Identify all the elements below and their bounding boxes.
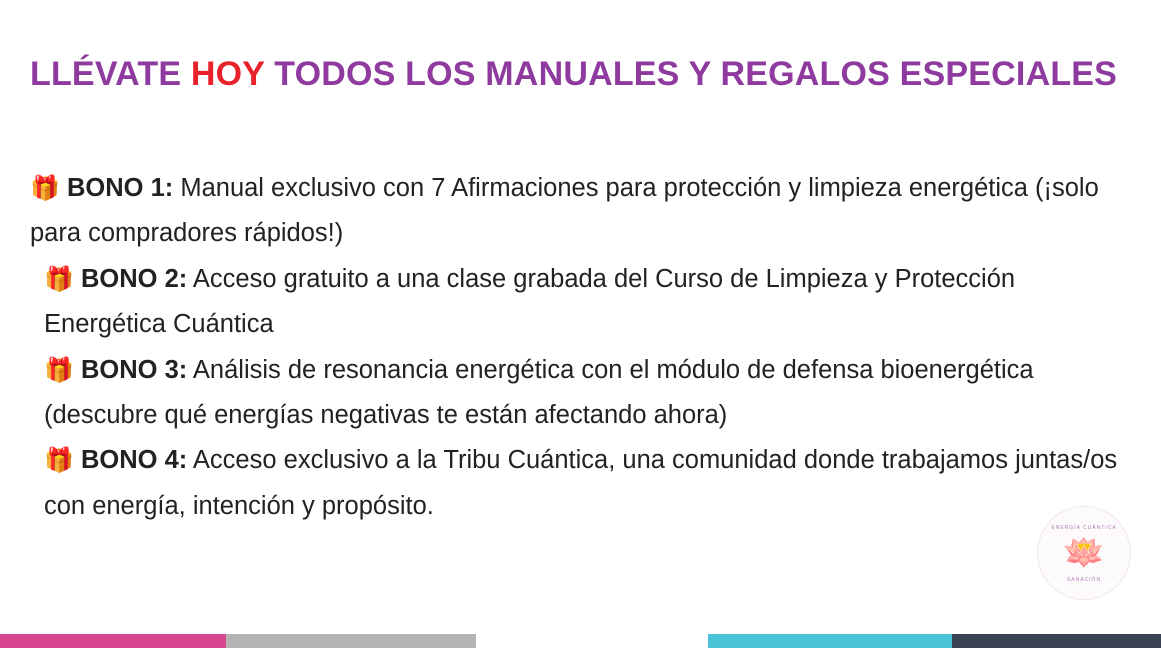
logo-top-text: ENERGÍA CUÁNTICA <box>1051 525 1117 531</box>
title-before: LLÉVATE <box>30 55 191 93</box>
bonus-text: Análisis de resonancia energética con el módulo de defensa bioenergética (descubre qué energías negativas te están afectando ahora) <box>44 355 1034 429</box>
gift-icon: 🎁 <box>44 447 74 475</box>
list-item <box>30 438 1135 529</box>
list-item <box>30 348 1135 439</box>
title-after: TODOS LOS MANUALES Y REGALOS ESPECIALES <box>264 55 1118 93</box>
list-item <box>30 257 1135 348</box>
footer-segment-gray <box>226 634 476 648</box>
lotus-icon: 🪷 <box>1062 534 1106 572</box>
bonus-label: BONO 3: <box>80 355 188 384</box>
bonus-list <box>30 166 1135 529</box>
title-highlight: HOY <box>190 55 265 93</box>
bonus-text: Manual exclusivo con 7 Afirmaciones para protección y limpieza energética (¡solo para compradores rápidos!) <box>30 174 1099 248</box>
logo-bottom-text: SANACIÓN <box>1066 577 1102 583</box>
gift-icon: 🎁 <box>30 175 60 202</box>
footer-segment-dark <box>952 634 1161 648</box>
gift-icon: 🎁 <box>44 356 74 384</box>
footer-segment-teal <box>708 634 952 648</box>
bonus-label: BONO 2: <box>80 264 188 293</box>
bonus-text: Acceso gratuito a una clase grabada del Curso de Limpieza y Protección Energética Cuántica <box>44 264 1016 339</box>
bonus-label: BONO 1: <box>66 174 174 202</box>
footer-bar <box>0 634 1161 648</box>
page-title <box>30 56 1140 93</box>
logo <box>1037 506 1131 600</box>
gift-icon: 🎁 <box>44 265 74 293</box>
list-item <box>30 166 1135 257</box>
bonus-text: Acceso exclusivo a la Tribu Cuántica, una comunidad donde trabajamos juntas/os con energía, intención y propósito. <box>44 446 1118 520</box>
bonus-label: BONO 4: <box>80 446 188 475</box>
footer-segment-white <box>476 634 708 648</box>
footer-segment-pink <box>0 634 226 648</box>
